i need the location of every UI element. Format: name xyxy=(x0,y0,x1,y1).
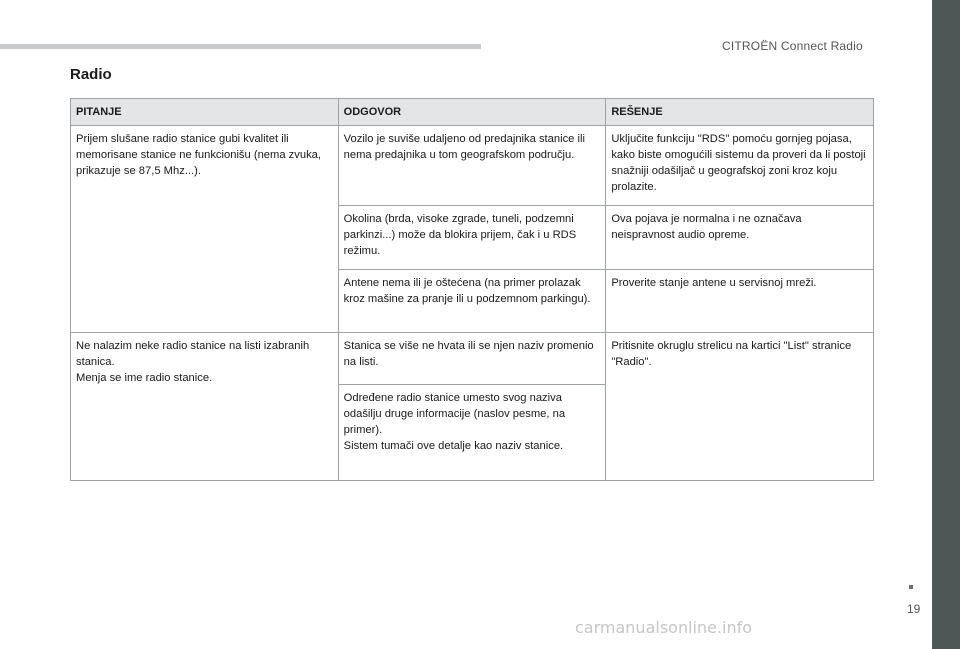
question-cell: Prijem slušane radio stanice gubi kvalitet ili memorisane stanice ne funkcionišu (nema zvuka, prikazuje se 87,5 Mhz...). xyxy=(71,126,339,333)
answer-cell: Stanica se više ne hvata ili se njen naziv promenio na listi. xyxy=(338,333,606,385)
page-number: 19 xyxy=(907,602,921,616)
column-header-answer: ODGOVOR xyxy=(338,99,606,126)
question-line: Menja se ime radio stanice. xyxy=(76,372,213,384)
answer-line: Sistem tumači ove detalje kao naziv stanice. xyxy=(343,440,564,452)
answer-cell: Vozilo je suviše udaljeno od predajnika stanice ili nema predajnika u tom geografskom području. xyxy=(338,126,606,206)
answer-cell xyxy=(338,385,606,481)
column-header-solution: REŠENJE xyxy=(606,99,874,126)
solution-cell: Proverite stanje antene u servisnoj mreži. xyxy=(606,270,874,333)
table-row xyxy=(71,126,874,206)
header-title: CITROËN Connect Radio xyxy=(722,39,863,53)
solution-cell: Ova pojava je normalna i ne označava neispravnost audio opreme. xyxy=(606,206,874,270)
side-band xyxy=(932,0,960,649)
question-line: Ne nalazim neke radio stanice na listi izabranih stanica. xyxy=(76,340,310,368)
answer-cell: Antene nema ili je oštećena (na primer prolazak kroz mašine za pranje ili u podzemnom parkingu). xyxy=(338,270,606,333)
column-header-question: PITANJE xyxy=(71,99,339,126)
page-marker xyxy=(909,585,913,589)
question-cell xyxy=(71,333,339,481)
table-row xyxy=(71,333,874,385)
answer-cell: Okolina (brda, visoke zgrade, tuneli, podzemni parkinzi...) može da blokira prijem, čak i u RDS režimu. xyxy=(338,206,606,270)
watermark: carmanualsonline.info xyxy=(575,618,753,637)
solution-cell: Pritisnite okruglu strelicu na kartici "List" stranice "Radio". xyxy=(606,333,874,481)
section-title: Radio xyxy=(70,66,112,83)
answer-line: Određene radio stanice umesto svog naziva odašilju druge informacije (naslov pesme, na primer). xyxy=(343,392,566,436)
solution-cell: Uključite funkciju "RDS" pomoću gornjeg pojasa, kako biste omogućili sistemu da proveri da li postoji snažniji odašiljač u geografskoj zoni kroz koju prolazite. xyxy=(606,126,874,206)
faq-table xyxy=(70,98,874,481)
table-header-row xyxy=(71,99,874,126)
header-rule xyxy=(0,44,481,49)
